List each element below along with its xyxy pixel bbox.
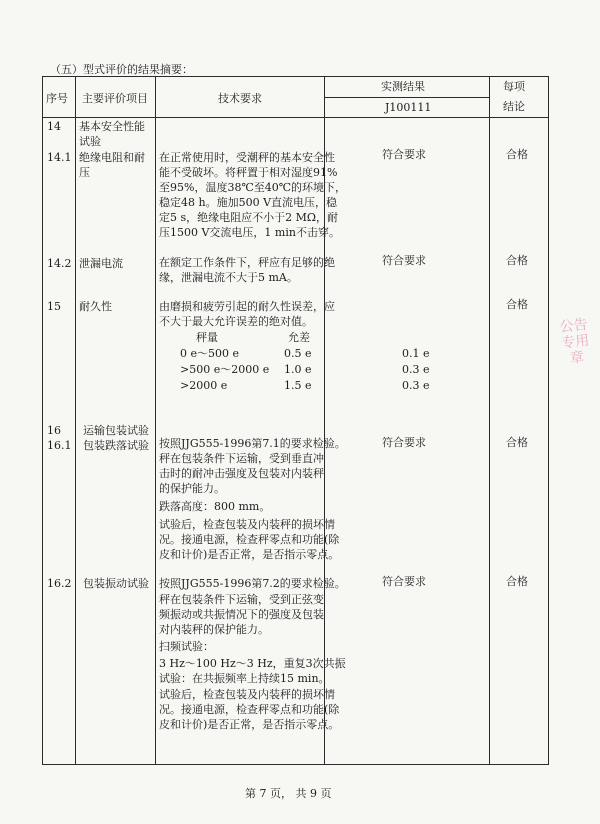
row-16-no: 16 bbox=[47, 424, 61, 437]
row-15-sub-result: 0.3 e bbox=[402, 363, 430, 376]
row-14-1-conclusion: 合格 bbox=[506, 148, 528, 161]
row-14-2-no: 14.2 bbox=[47, 257, 72, 270]
header-item: 主要评价项目 bbox=[82, 92, 148, 105]
row-16-2-tech-line: 秤在包装条件下运输，受到正弦变 bbox=[159, 593, 324, 606]
header-bottom-line bbox=[42, 117, 549, 118]
row-15-sub-load: >2000 e bbox=[180, 379, 228, 392]
table-left-border bbox=[42, 76, 43, 765]
row-14-1-tech-line: 定5 s，绝缘电阻应不小于2 MΩ，耐 bbox=[159, 211, 339, 224]
row-14-2-tech-line: 在额定工作条件下，秤应有足够的绝 bbox=[159, 256, 335, 269]
row-15-conclusion: 合格 bbox=[506, 298, 528, 311]
row-15-sub-tolerance: 1.0 e bbox=[284, 363, 312, 376]
row-16-1-tech-line: 的保护能力。 bbox=[159, 482, 225, 495]
row-14-no: 14 bbox=[47, 120, 61, 133]
row-16-1-tech-line: 皮和计价)是否正常，是否指示零点。 bbox=[159, 548, 340, 561]
row-15-sub-load: >500 e～2000 e bbox=[180, 363, 270, 376]
row-16-1-tech-line: 试验后，检查包装及内装秤的损坏情 bbox=[159, 518, 335, 531]
row-16-1-tech-line: 击时的耐冲击强度及包装对内装秤 bbox=[159, 467, 324, 480]
row-14-2-result: 符合要求 bbox=[382, 254, 426, 267]
official-stamp: 公告专用章 bbox=[558, 316, 591, 367]
col-divider-seq bbox=[75, 76, 76, 765]
row-16-item: 运输包装试验 bbox=[83, 424, 149, 437]
row-16-2-tech-line: 对内装秤的保护能力。 bbox=[159, 623, 269, 636]
row-15-sub-load: 0 e～500 e bbox=[180, 347, 240, 360]
col-divider-result bbox=[489, 76, 490, 765]
row-14-1-tech-line: 至95%，温度38℃至40℃的环境下， bbox=[159, 181, 347, 194]
row-14-item-line2: 试验 bbox=[79, 135, 101, 148]
header-result: 实测结果 bbox=[381, 80, 425, 93]
row-15-sub-tolerance: 1.5 e bbox=[284, 379, 312, 392]
row-15-sub-result: 0.1 e bbox=[402, 347, 430, 360]
row-14-item-line1: 基本安全性能 bbox=[79, 120, 145, 133]
row-15-sub-tolerance: 0.5 e bbox=[284, 347, 312, 360]
row-16-2-tech-line: 况。接通电源，检查秤零点和功能(除 bbox=[159, 703, 340, 716]
header-seq: 序号 bbox=[46, 92, 68, 105]
row-14-2-conclusion: 合格 bbox=[506, 254, 528, 267]
row-16-2-tech-line: 皮和计价)是否正常，是否指示零点。 bbox=[159, 718, 340, 731]
row-16-1-tech-line: 秤在包装条件下运输，受到垂直冲 bbox=[159, 452, 324, 465]
row-16-2-tech-line: 按照JJG555-1996第7.2的要求检验。 bbox=[159, 577, 346, 590]
row-16-2-no: 16.2 bbox=[47, 577, 72, 590]
row-16-2-conclusion: 合格 bbox=[506, 575, 528, 588]
row-16-2-tech-line: 试验后，检查包装及内装秤的损坏情 bbox=[159, 688, 335, 701]
row-15-tech-line: 由磨损和疲劳引起的耐久性误差，应 bbox=[159, 300, 335, 313]
row-14-2-tech-line: 缘，泄漏电流不大于5 mA。 bbox=[159, 271, 298, 284]
row-14-1-tech-line: 在正常使用时，受潮秤的基本安全性 bbox=[159, 151, 335, 164]
row-14-1-tech-line: 能不受破坏。将秤置于相对湿度91% bbox=[159, 166, 338, 179]
row-14-2-item: 泄漏电流 bbox=[79, 257, 123, 270]
row-16-2-tech-line: 试验：在共振频率上持续15 min。 bbox=[159, 672, 330, 685]
row-14-1-result: 符合要求 bbox=[382, 148, 426, 161]
row-15-item: 耐久性 bbox=[79, 300, 112, 313]
row-16-2-tech-line: 3 Hz～100 Hz～3 Hz，重复3次共振 bbox=[159, 657, 346, 670]
table-bottom-border bbox=[42, 764, 549, 765]
row-15-no: 15 bbox=[47, 300, 61, 313]
row-16-2-tech-line: 频振动或共振情况下的强度及包装 bbox=[159, 608, 324, 621]
row-14-1-item-line2: 压 bbox=[79, 166, 90, 179]
row-16-1-tech-line: 按照JJG555-1996第7.1的要求检验。 bbox=[159, 437, 346, 450]
header-conclusion-line2: 结论 bbox=[503, 100, 525, 113]
row-16-1-item: 包装跌落试验 bbox=[83, 439, 149, 452]
header-model: J100111 bbox=[385, 101, 432, 114]
row-15-sub-header-tolerance: 允差 bbox=[288, 331, 310, 344]
col-divider-item bbox=[155, 76, 156, 765]
header-conclusion-line1: 每项 bbox=[503, 80, 525, 93]
row-14-1-no: 14.1 bbox=[47, 151, 72, 164]
row-16-1-tech-line: 况。接通电源，检查秤零点和功能(除 bbox=[159, 533, 340, 546]
row-16-1-tech-line: 跌落高度：800 mm。 bbox=[159, 500, 271, 513]
row-14-1-item-line1: 绝缘电阻和耐 bbox=[79, 151, 145, 164]
header-tech: 技术要求 bbox=[218, 92, 262, 105]
section-title: （五）型式评价的结果摘要： bbox=[50, 63, 193, 76]
row-15-tech-line: 不大于最大允许误差的绝对值。 bbox=[159, 315, 313, 328]
row-15-sub-result: 0.3 e bbox=[402, 379, 430, 392]
row-16-1-no: 16.1 bbox=[47, 439, 72, 452]
row-16-2-result: 符合要求 bbox=[382, 575, 426, 588]
page-footer: 第 7 页， 共 9 页 bbox=[245, 787, 332, 800]
row-16-1-conclusion: 合格 bbox=[506, 436, 528, 449]
header-mid-line bbox=[324, 97, 490, 98]
row-16-1-result: 符合要求 bbox=[382, 436, 426, 449]
row-15-sub-header-load: 秤量 bbox=[196, 331, 218, 344]
row-16-2-tech-line: 扫频试验： bbox=[159, 640, 214, 653]
row-14-1-tech-line: 压1500 V交流电压，1 min不击穿。 bbox=[159, 226, 340, 239]
table-right-border bbox=[548, 76, 549, 765]
row-16-2-item: 包装振动试验 bbox=[83, 577, 149, 590]
row-14-1-tech-line: 稳定48 h。施加500 V直流电压，稳 bbox=[159, 196, 338, 209]
table-top-border bbox=[42, 76, 549, 77]
